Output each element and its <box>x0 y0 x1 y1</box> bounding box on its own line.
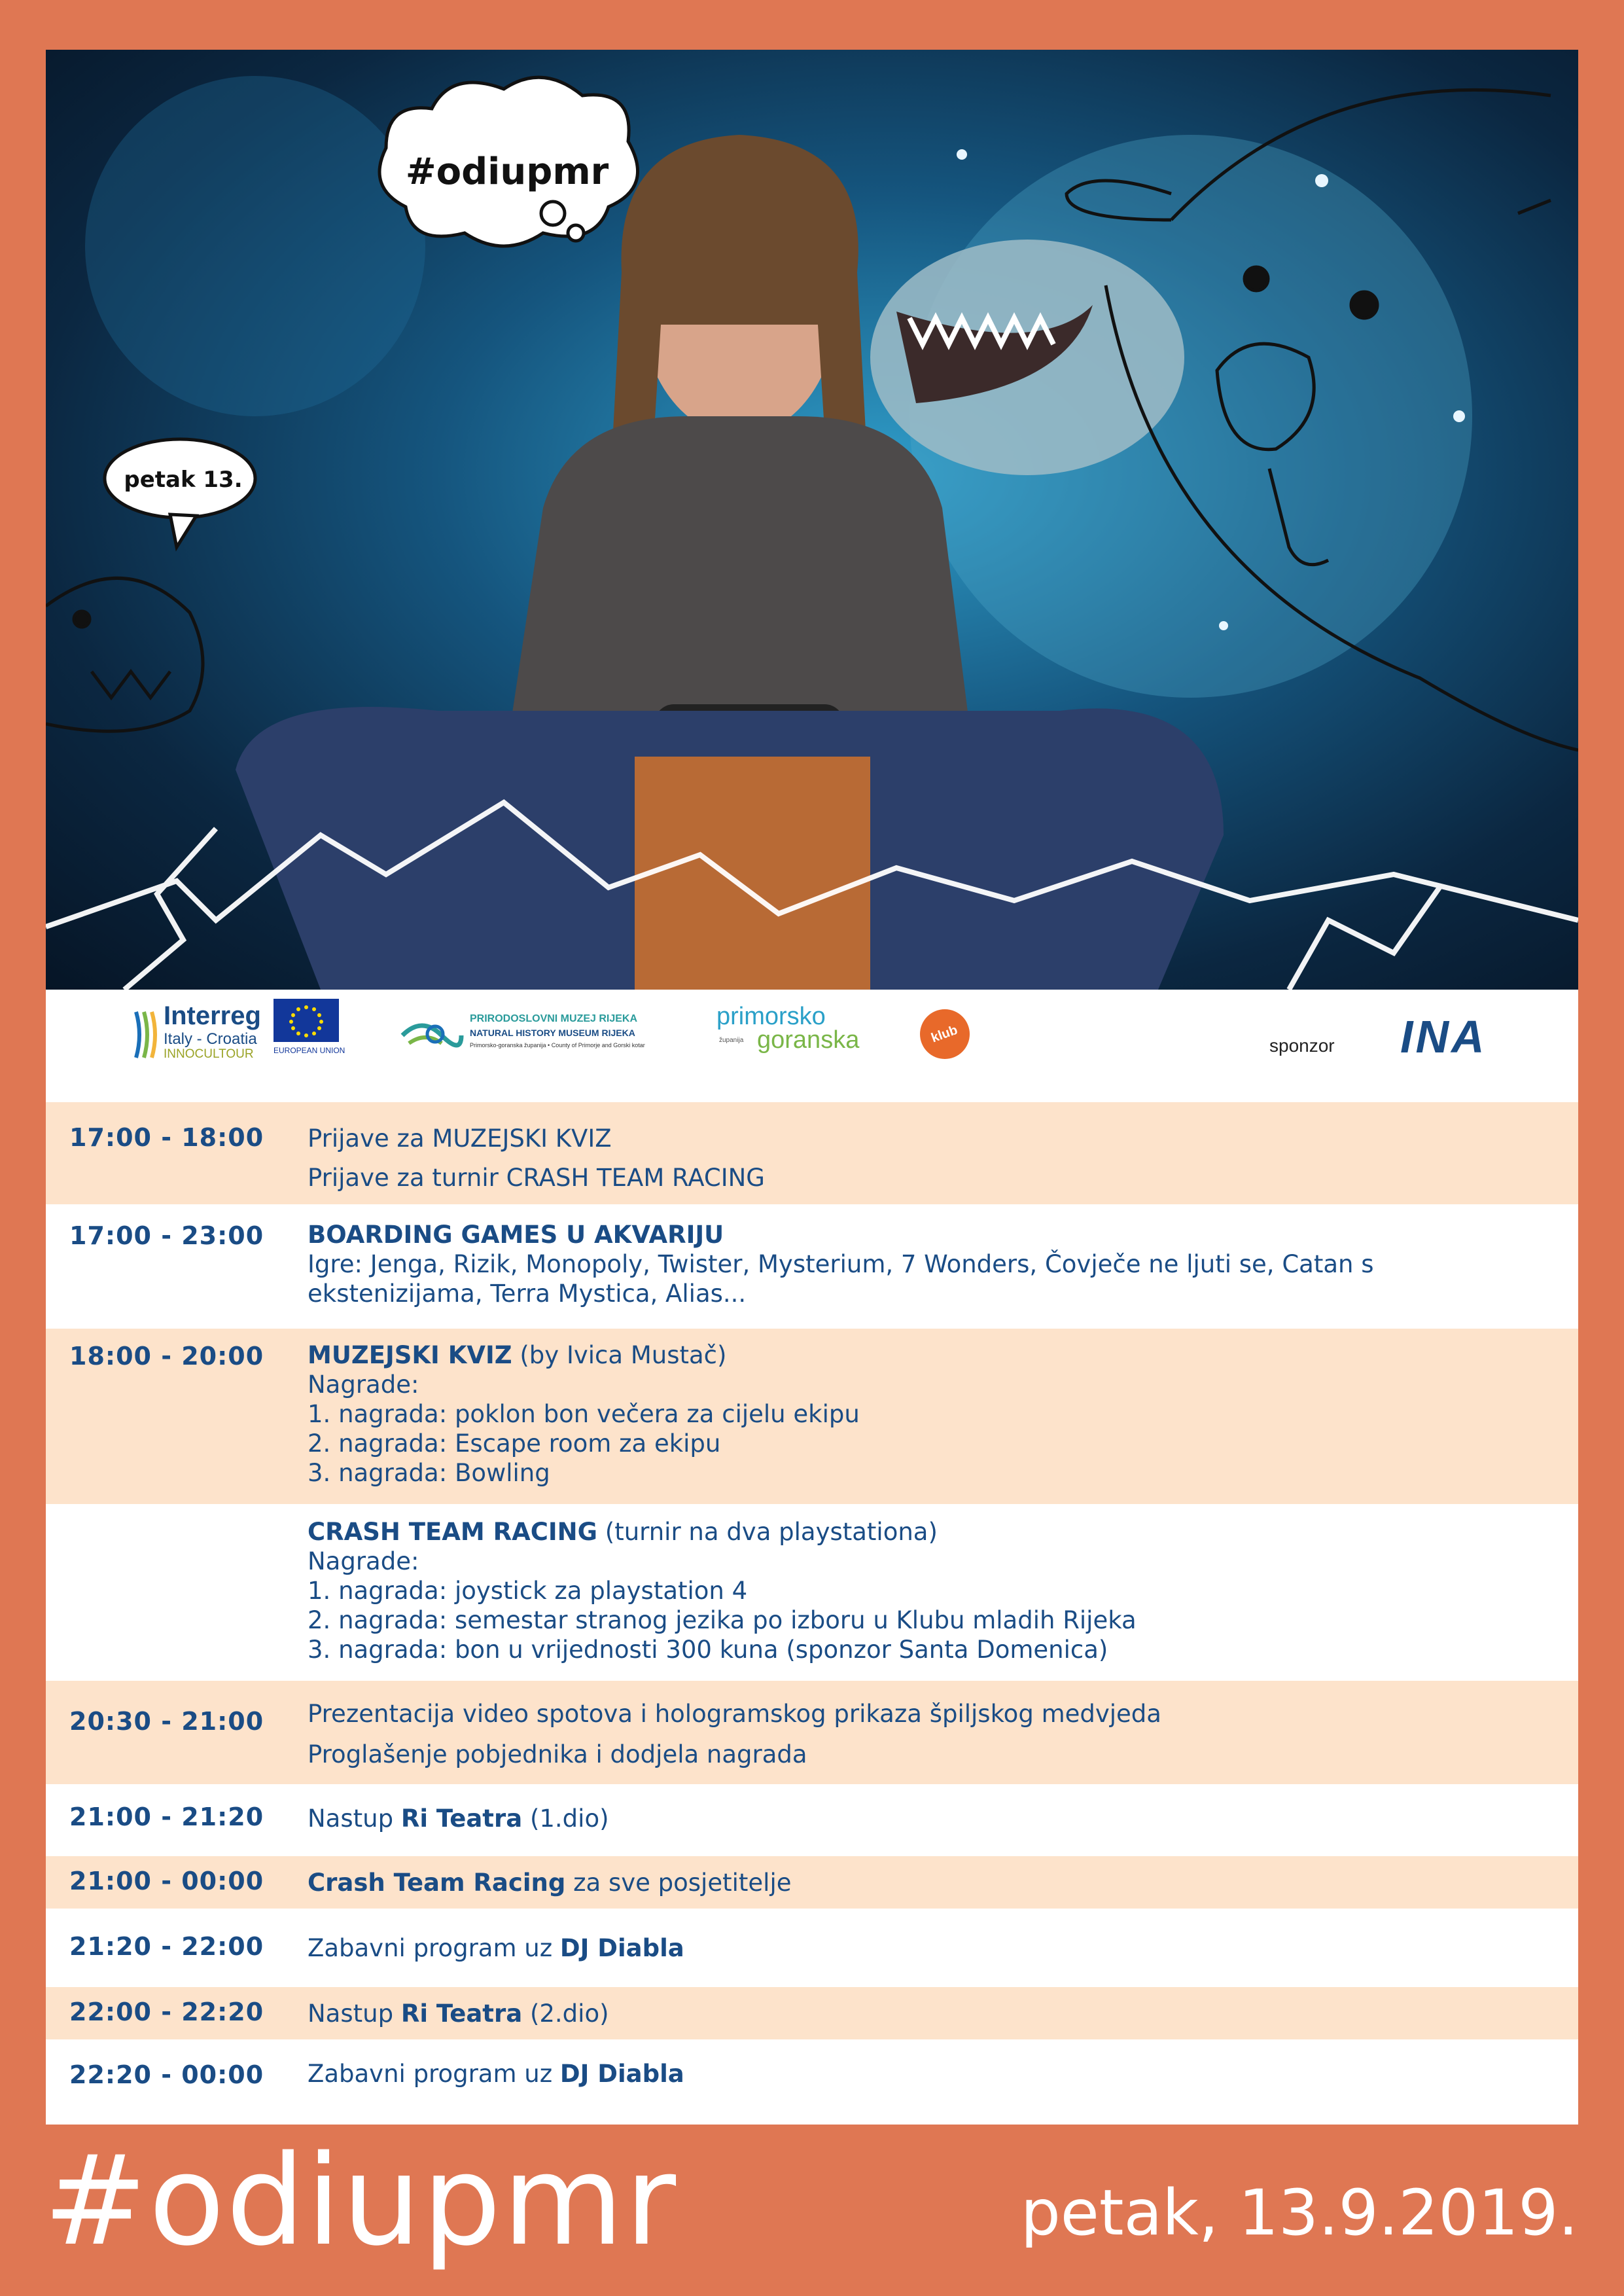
schedule-row <box>46 2039 1578 2125</box>
row-title-suffix: (turnir na dva playstationa) <box>597 1518 938 1546</box>
ina-brand: INA <box>1400 1011 1487 1062</box>
row-title: MUZEJSKI KVIZ <box>308 1341 512 1369</box>
row-line: 1. nagrada: joystick za playstation 4 <box>308 1577 748 1605</box>
hero-illustration <box>46 50 1578 990</box>
row-line: Proglašenje pobjednika i dodjela nagrada <box>308 1740 807 1768</box>
hero-image <box>46 50 1578 990</box>
row-description <box>308 1804 1538 1833</box>
museum-name-en: NATURAL HISTORY MUSEUM RIJEKA <box>470 1028 635 1038</box>
klub-mladih-logo <box>920 1009 970 1059</box>
row-text: (2.dio) <box>522 2000 609 2028</box>
row-description <box>308 1517 1538 1664</box>
schedule-row <box>46 1102 1578 1204</box>
row-line: Prijave za MUZEJSKI KVIZ <box>308 1124 612 1153</box>
row-description <box>308 1868 1538 1897</box>
schedule-row <box>46 1504 1578 1681</box>
row-description <box>308 1694 1538 1775</box>
row-performer: DJ Diabla <box>559 1934 684 1962</box>
row-performer: DJ Diabla <box>559 2060 684 2088</box>
footer-hashtag: #odiupmr <box>43 2128 678 2273</box>
row-line: 1. nagrada: poklon bon večera za cijelu ekipu <box>308 1400 860 1428</box>
schedule-row <box>46 1987 1578 2039</box>
row-text: Nastup <box>308 1804 401 1833</box>
row-description <box>308 1220 1538 1308</box>
row-time: 17:00 - 18:00 <box>69 1123 264 1152</box>
row-title: CRASH TEAM RACING <box>308 1518 598 1546</box>
schedule-row <box>46 1909 1578 1987</box>
primorsko-goranska-logo <box>716 1003 874 1062</box>
poster <box>46 50 1578 2125</box>
klub-label: klub <box>929 1022 960 1045</box>
county-name-bottom: goranska <box>757 1026 860 1054</box>
row-line: 2. nagrada: semestar stranog jezika po izboru u Klubu mladih Rijeka <box>308 1606 1137 1634</box>
row-time: 21:20 - 22:00 <box>69 1932 264 1961</box>
row-line: Nagrade: <box>308 1371 419 1399</box>
row-performer: Ri Teatra <box>400 2000 523 2028</box>
county-name-top: primorsko <box>716 1003 826 1030</box>
row-time: 20:30 - 21:00 <box>69 1707 264 1736</box>
fish-doodle <box>46 578 203 731</box>
museum-name-hr: PRIRODOSLOVNI MUZEJ RIJEKA <box>470 1013 638 1024</box>
row-line: Prijave za turnir CRASH TEAM RACING <box>308 1164 765 1192</box>
row-time: 18:00 - 20:00 <box>69 1342 264 1371</box>
row-performer: Crash Team Racing <box>308 1869 566 1897</box>
row-title: BOARDING GAMES U AKVARIJU <box>308 1221 724 1249</box>
date-bubble-text: petak 13. <box>124 467 243 493</box>
eu-flag-icon <box>274 999 339 1042</box>
sponsor-label: sponzor <box>1269 1035 1335 1056</box>
row-time: 22:20 - 00:00 <box>69 2060 264 2089</box>
date-speech-bubble <box>105 439 255 547</box>
row-line: Prezentacija video spotova i hologramskog prikaza špiljskog medvjeda <box>308 1700 1161 1728</box>
row-text: Nastup <box>308 2000 401 2028</box>
schedule-row <box>46 1856 1578 1909</box>
interreg-region: Italy - Croatia <box>164 1030 257 1048</box>
row-description <box>308 2059 1538 2089</box>
footer-date: petak, 13.9.2019. <box>1020 2176 1578 2250</box>
row-title-suffix: (by Ivica Mustač) <box>512 1341 727 1369</box>
interreg-title: Interreg <box>164 1001 261 1030</box>
row-line: ekstenizijama, Terra Mystica, Alias... <box>308 1280 747 1308</box>
sponsor-ina-logo <box>1269 1011 1557 1062</box>
schedule-row <box>46 1681 1578 1784</box>
row-line: 3. nagrada: bon u vrijednosti 300 kuna (sponzor Santa Domenica) <box>308 1636 1108 1664</box>
eu-flag-logo <box>274 999 345 1064</box>
row-line: Nagrade: <box>308 1547 419 1575</box>
logo-bar <box>46 990 1578 1102</box>
hashtag-cloud-bubble <box>380 77 638 246</box>
row-line: Igre: Jenga, Rizik, Monopoly, Twister, Mysterium, 7 Wonders, Čovječe ne ljuti se, Catan s <box>308 1250 1374 1278</box>
schedule-row <box>46 1329 1578 1504</box>
row-description <box>308 1933 1538 1963</box>
row-line: 2. nagrada: Escape room za ekipu <box>308 1429 721 1458</box>
schedule-row <box>46 1784 1578 1856</box>
hashtag-bubble-text: #odiupmr <box>405 151 609 193</box>
row-description <box>308 1119 1538 1198</box>
row-time: 22:00 - 22:20 <box>69 1998 264 2026</box>
row-time: 21:00 - 21:20 <box>69 1803 264 1831</box>
row-line: 3. nagrada: Bowling <box>308 1459 550 1487</box>
row-time: 17:00 - 23:00 <box>69 1221 264 1250</box>
row-text: za sve posjetitelje <box>565 1869 792 1897</box>
row-time: 21:00 - 00:00 <box>69 1867 264 1895</box>
row-text: Zabavni program uz <box>308 2060 560 2088</box>
row-performer: Ri Teatra <box>400 1804 523 1833</box>
row-description <box>308 1340 1538 1488</box>
schedule-row <box>46 1204 1578 1329</box>
eu-label: EUROPEAN UNION <box>274 1046 345 1055</box>
schedule-table <box>46 1102 1578 2125</box>
interreg-project: INNOCULTOUR <box>164 1047 254 1061</box>
county-small-label: županija <box>719 1037 744 1044</box>
natural-history-museum-logo <box>399 1009 674 1062</box>
museum-county: Primorsko-goranska županija • County of Primorje and Gorski kotar <box>470 1042 645 1049</box>
row-text: Zabavni program uz <box>308 1934 560 1962</box>
row-description <box>308 1999 1538 2028</box>
row-text: (1.dio) <box>522 1804 609 1833</box>
museum-wave-icon <box>399 1009 465 1055</box>
shark-illustration <box>870 240 1184 475</box>
